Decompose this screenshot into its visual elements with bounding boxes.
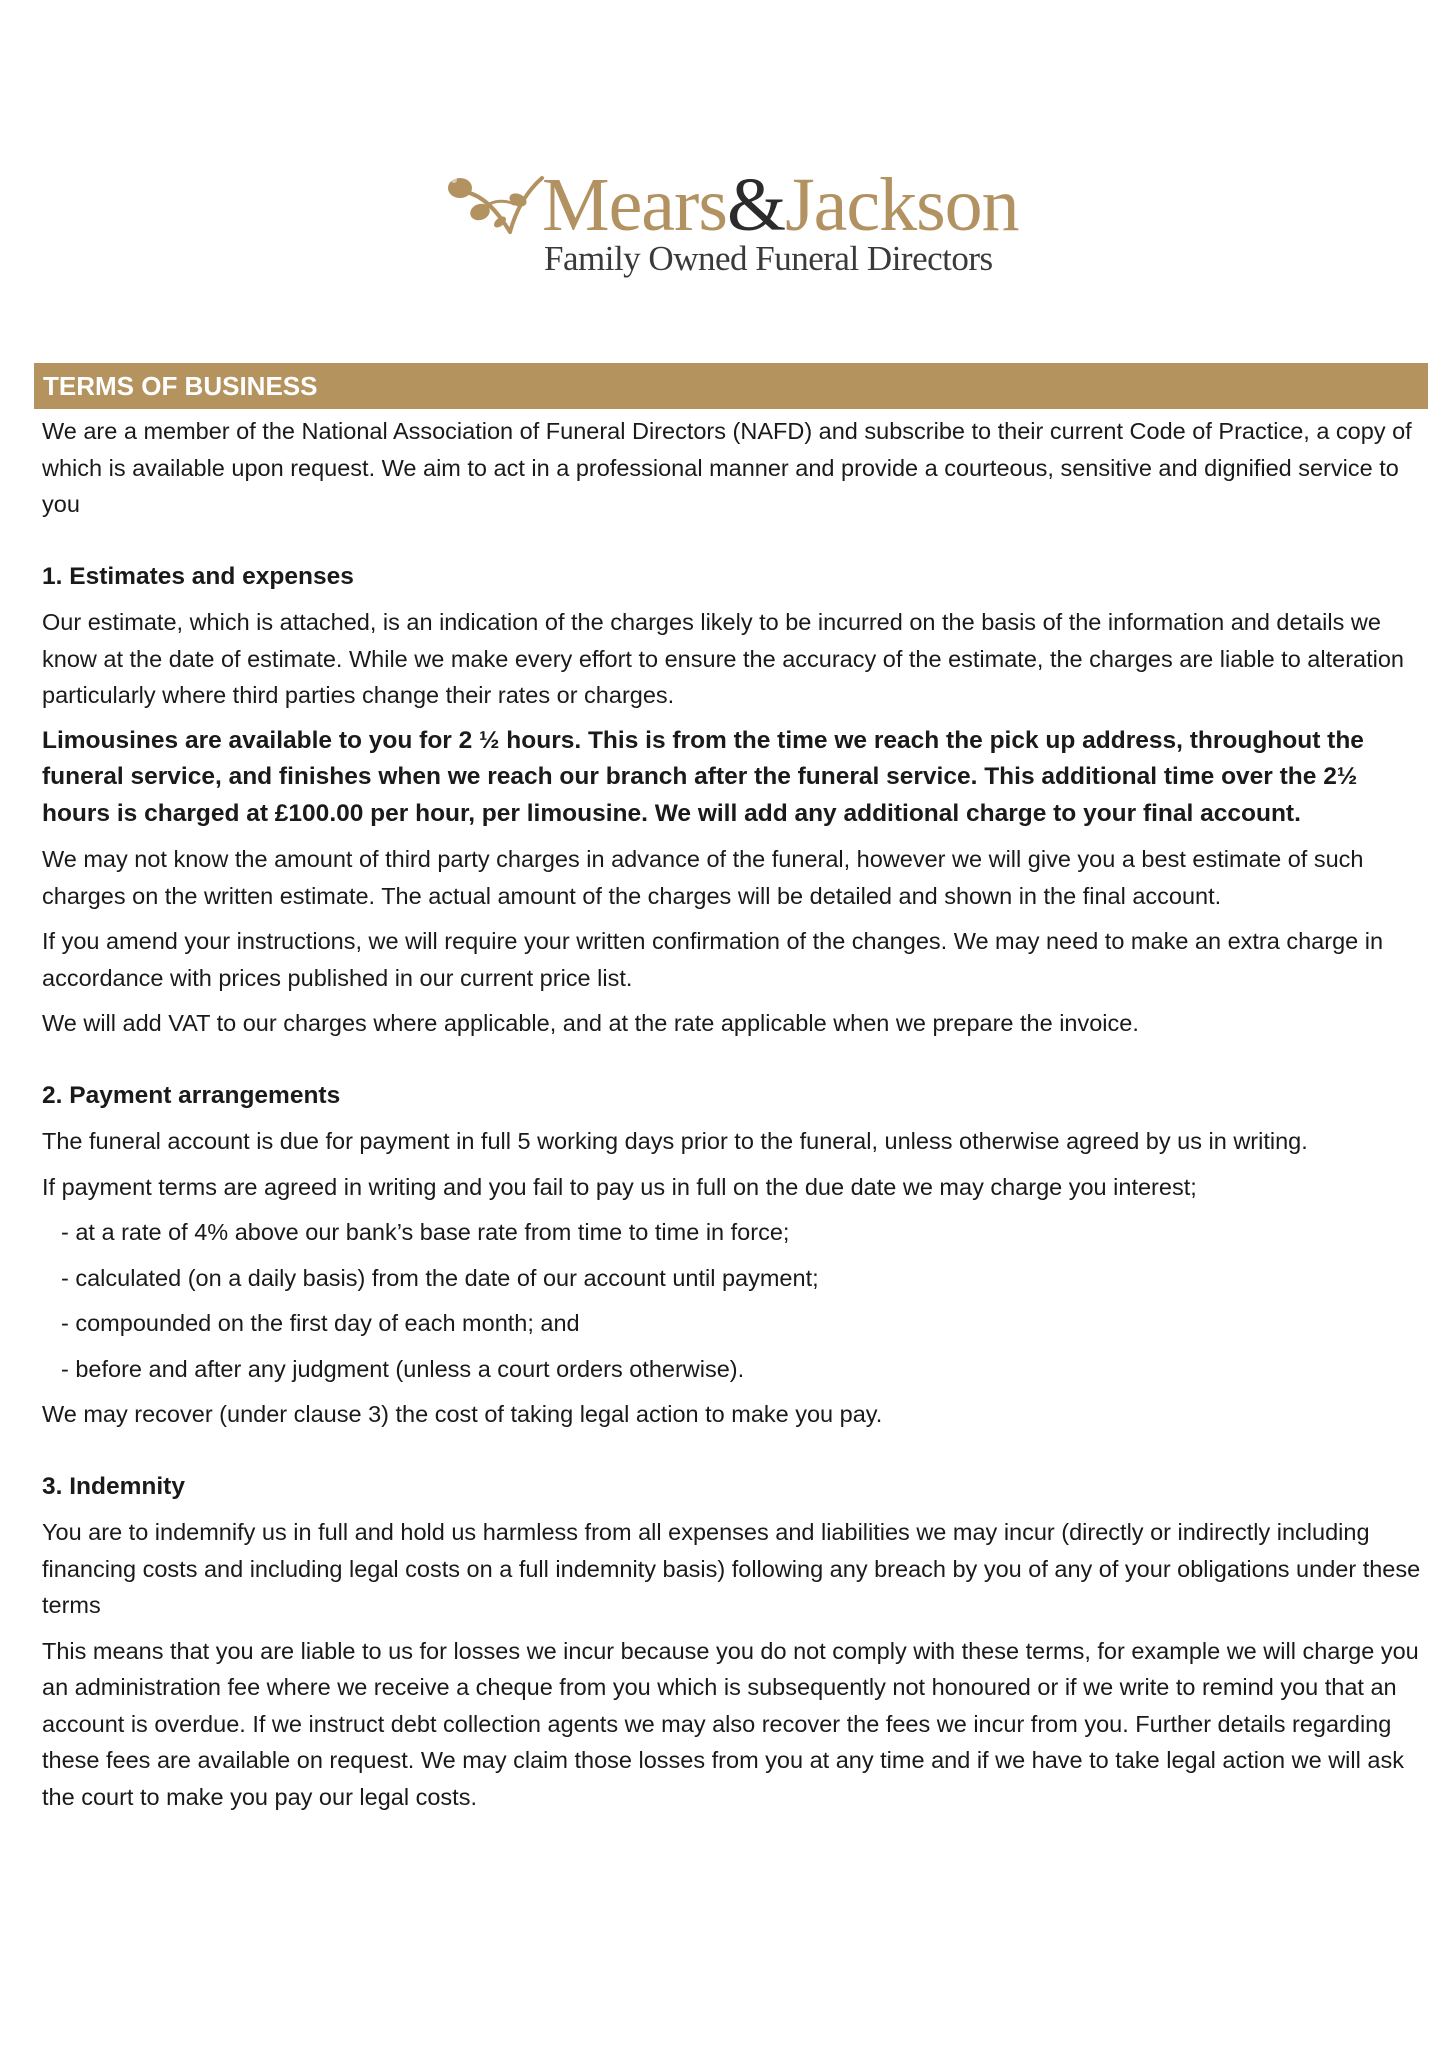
section-1-paragraph-1: Our estimate, which is attached, is an indication of the charges likely to be incurred on the basis of the information and details we know at the date of estimate. While we make every effort to ensure the accuracy of the estimate, the charges are liable to alteration particularly where third parties change their rates or charges. xyxy=(42,609,1404,708)
company-logo xyxy=(446,160,1019,290)
section-3-paragraph-1: You are to indemnify us in full and hold us harmless from all expenses and liabilities we may incur (directly or indirectly including financing costs and including legal costs on a full indemnity basis) following any breach by you of any of your obligations under these terms xyxy=(42,1519,1421,1618)
section-2-heading: 2. Payment arrangements xyxy=(42,1081,341,1109)
intro-paragraph: We are a member of the National Association of Funeral Directors (NAFD) and subscribe to their current Code of Practice, a copy of which is available upon request. We aim to act in a professional manner and provide a courteous, sensitive and dignified service to you xyxy=(42,418,1412,517)
logo-name-part1: Mears xyxy=(542,163,727,247)
interest-bullet: - before and after any judgment (unless a court orders otherwise). xyxy=(61,1355,745,1382)
section-3-heading: 3. Indemnity xyxy=(42,1472,185,1500)
terms-content xyxy=(42,413,1422,1824)
interest-bullet: - compounded on the first day of each month; and xyxy=(61,1310,580,1336)
logo-name-part2: Jackson xyxy=(785,163,1019,247)
section-1-paragraph-5: We will add VAT to our charges where applicable, and at the rate applicable when we prepare the invoice. xyxy=(42,1010,1139,1036)
limousine-notice: Limousines are available to you for 2 ½ hours. This is from the time we reach the pick up address, throughout the funeral service, and finishes when we reach our branch after the funeral service. This additional time over the 2½ hours is charged at £100.00 per hour, per limousine. We will add any additional charge to your final account. xyxy=(42,726,1364,827)
interest-bullet: - at a rate of 4% above our bank’s base rate from time to time in force; xyxy=(61,1219,790,1245)
section-2-paragraph-3: We may recover (under clause 3) the cost of taking legal action to make you pay. xyxy=(42,1401,883,1427)
section-1-paragraph-4: If you amend your instructions, we will require your written confirmation of the changes. We may need to make an extra charge in accordance with prices published in our current price list. xyxy=(42,928,1384,991)
rose-sprig-icon xyxy=(446,170,546,250)
logo-ampersand: & xyxy=(726,163,786,247)
interest-bullet: - calculated (on a daily basis) from the date of our account until payment; xyxy=(61,1264,819,1291)
section-3-paragraph-2: This means that you are liable to us for losses we incur because you do not comply with these terms, for example we will charge you an administration fee where we receive a cheque from you which is subsequently not honoured or if we write to remind you that an account is overdue. If we instruct debt collection agents we may also recover the fees we incur from you. Further details regarding these fees are available on request. We may claim those losses from you at any time and if we have to take legal action we will ask the court to make you pay our legal costs. xyxy=(42,1637,1419,1810)
section-2-paragraph-1: The funeral account is due for payment in full 5 working days prior to the funeral, unless otherwise agreed by us in writing. xyxy=(42,1128,1308,1154)
section-2-paragraph-2: If payment terms are agreed in writing and you fail to pay us in full on the due date we may charge you interest; xyxy=(42,1173,1197,1200)
section-1-paragraph-3: We may not know the amount of third party charges in advance of the funeral, however we will give you a best estimate of such charges on the written estimate. The actual amount of the charges will be detailed and shown in the final account. xyxy=(42,846,1364,909)
section-1-heading: 1. Estimates and expenses xyxy=(42,562,354,590)
terms-header-bar: TERMS OF BUSINESS xyxy=(34,363,1428,409)
logo-tagline: Family Owned Funeral Directors xyxy=(544,239,993,278)
